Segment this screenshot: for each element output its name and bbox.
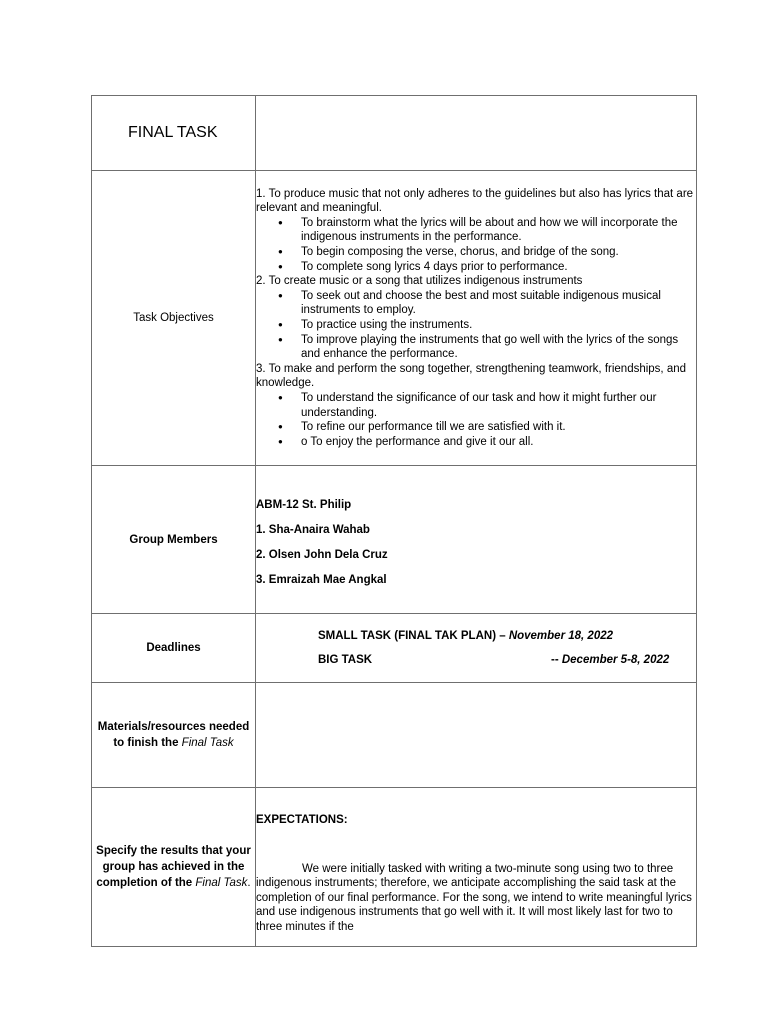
deadlines-content: [256, 614, 697, 683]
results-label-period: .: [247, 877, 251, 889]
members-content: [256, 466, 697, 614]
results-row: [92, 788, 697, 947]
small-task-label: SMALL TASK (FINAL TAK PLAN) –: [318, 629, 509, 642]
objectives-content: [256, 171, 697, 466]
results-content: [256, 788, 697, 947]
title-row: [92, 96, 697, 171]
results-label: [92, 788, 256, 947]
objective-bullet: ● To understand the significance of our task and how it might further our understanding.: [256, 391, 696, 420]
objective-bullet: ● To seek out and choose the best and most suitable indigenous musical instruments to employ.: [256, 289, 696, 318]
big-task-date: December 5-8, 2022: [561, 653, 670, 666]
small-task-date: November 18, 2022: [508, 629, 614, 642]
members-section: ABM-12 St. Philip: [256, 498, 352, 511]
final-task-table: [91, 95, 697, 947]
deadlines-row: [92, 614, 697, 683]
member-item: 3. Emraizah Mae Angkal: [256, 573, 387, 586]
expectations-heading: EXPECTATIONS:: [256, 814, 348, 826]
deadlines-label: Deadlines: [92, 614, 256, 683]
materials-label-emphasis: Final Task: [181, 737, 234, 749]
objective-heading: 2. To create music or a song that utilizes indigenous instruments: [256, 275, 583, 288]
member-item: 2. Olsen John Dela Cruz: [256, 548, 388, 561]
objectives-row: [92, 171, 697, 466]
expectations-body: We were initially tasked with writing a two-minute song using two to three indigenous instruments; therefore, we anticipate accomplishing the said task at the completion of our final performance. For the song, we intend to write meaningful lyrics and use indigenous instruments that go well with it. It will most likely last for two to three minutes if the: [256, 862, 692, 933]
objective-bullets: [256, 216, 696, 274]
materials-empty-cell: [256, 683, 697, 788]
materials-label-text: Materials/resources needed to finish the: [97, 721, 250, 749]
big-task-separator: --: [551, 653, 562, 666]
objective-bullet: ● To refine our performance till we are satisfied with it.: [256, 420, 696, 435]
objective-heading: 1. To produce music that not only adheres to the guidelines but also has lyrics that are relevant and meaningful.: [256, 187, 694, 215]
big-task-label: BIG TASK: [318, 653, 373, 666]
materials-label: [92, 683, 256, 788]
objective-bullets: [256, 289, 696, 362]
materials-row: [92, 683, 697, 788]
member-item: 1. Sha-Anaira Wahab: [256, 523, 370, 536]
title-empty-cell: [256, 96, 697, 171]
small-task-deadline: [256, 629, 696, 644]
objectives-label: Task Objectives: [92, 171, 256, 466]
objective-heading: 3. To make and perform the song together, strengthening teamwork, friendships, and knowledge.: [256, 362, 687, 390]
objective-bullet: ● To begin composing the verse, chorus, and bridge of the song.: [256, 245, 696, 260]
big-task-deadline: [256, 653, 696, 668]
members-label: Group Members: [92, 466, 256, 614]
members-row: [92, 466, 697, 614]
objective-bullet: ● To improve playing the instruments that go well with the lyrics of the songs and enhance the performance.: [256, 333, 696, 362]
results-label-emphasis: Final Task: [195, 877, 248, 889]
objectives-list: [256, 187, 696, 450]
page-title: FINAL TASK: [92, 96, 256, 171]
objective-bullets: [256, 391, 696, 449]
objective-bullet: ● To practice using the instruments.: [256, 318, 696, 333]
objective-bullet: ● To brainstorm what the lyrics will be about and how we will incorporate the indigenous instruments in the performance.: [256, 216, 696, 245]
objective-bullet: ● To complete song lyrics 4 days prior to performance.: [256, 260, 696, 275]
results-label-text: Specify the results that your group has achieved in the completion of the: [96, 845, 251, 889]
objective-bullet: ● o To enjoy the performance and give it our all.: [256, 435, 696, 450]
